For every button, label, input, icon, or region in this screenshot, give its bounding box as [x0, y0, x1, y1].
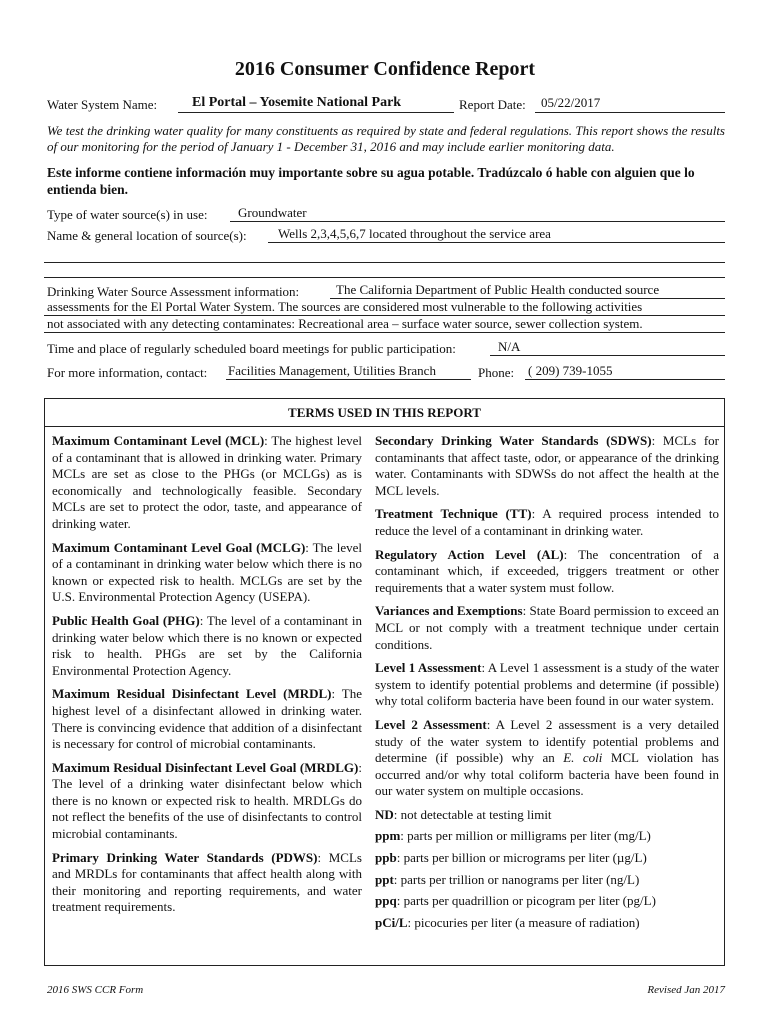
unit-text: : parts per billion or micrograms per liter (µg/L) — [396, 850, 647, 866]
term-title: Maximum Residual Disinfectant Level (MRDL) — [52, 686, 332, 702]
term-title: Primary Drinking Water Standards (PDWS) — [52, 849, 318, 865]
terms-heading: TERMS USED IN THIS REPORT — [45, 399, 724, 427]
unit-abbr: ND — [375, 806, 394, 822]
term-title: Level 2 Assessment — [375, 716, 487, 732]
term-title: Maximum Contaminant Level (MCL) — [52, 433, 265, 448]
term-definition: Level 2 Assessment: A Level 2 assessment is a very detailed study of the water system to identify potential problems and determine (if possible) why an E. coli MCL violation has occurred and/or why total coliform bacteria have been found in our water system on multiple occasions. — [375, 716, 719, 799]
page-title: 2016 Consumer Confidence Report — [234, 58, 536, 80]
unit-definition — [375, 915, 719, 932]
term-text-italic: E. coli — [563, 750, 603, 766]
assessment-line-3: not associated with any detecting contaminates: Recreational area – surface water source, sewer collection system. — [44, 316, 725, 333]
term-title: Public Health Goal (PHG) — [52, 612, 200, 628]
term-text: The highest level of a contaminant that is allowed in drinking water. Primary MCLs are set as close to the PHGs (or MCLGs) as is economically and technologically feasible. Secondary MCLs are set to protect the odor, taste, and appearance of drinking water. — [52, 433, 362, 531]
term-text: MCLs and MRDLs for contaminants that affect health along with their monitoring and reporting requirements, and water treatment requirements. — [52, 849, 362, 915]
unit-abbr: ppt — [375, 871, 394, 887]
term-text: A required process intended to reduce the level of a contaminant in drinking water. — [375, 506, 719, 538]
unit-text: : parts per million or milligrams per liter (mg/L) — [400, 828, 651, 844]
unit-text: : parts per quadrillion or picogram per liter (pg/L) — [396, 893, 656, 909]
unit-abbr: ppq — [375, 893, 397, 909]
term-text: The level of a contaminant in drinking water below which there is no known or expected risk to health. PHGs are set by the California Environmental Protection Agency. — [52, 612, 362, 678]
contact-value: Facilities Management, Utilities Branch — [226, 363, 471, 380]
term-definition: Treatment Technique (TT): A required process intended to reduce the level of a contaminant in drinking water. — [375, 506, 719, 538]
assessment-line-1: The California Department of Public Health conducted source — [330, 282, 725, 299]
unit-text: : picocuries per liter (a measure of radiation) — [407, 914, 640, 930]
footer-left: 2016 SWS CCR Form — [47, 984, 144, 996]
term-title: Maximum Residual Disinfectant Level Goal (MRDLG) — [52, 759, 359, 775]
term-definition: Public Health Goal (PHG): The level of a contaminant in drinking water below which there is no known or expected risk to health. PHGs are set by the California Environmental Protection Agency. — [52, 612, 362, 678]
contact-label: For more information, contact: — [47, 365, 208, 380]
term-text: The concentration of a contaminant which, if exceeded, triggers treatment or other requirements that a water system must follow. — [375, 546, 719, 595]
meetings-label: Time and place of regularly scheduled board meetings for public participation: — [47, 341, 456, 356]
unit-text: : parts per trillion or nanograms per liter (ng/L) — [393, 871, 640, 887]
term-text: MCL violation has occurred and/or why total coliform bacteria have been found in our water system on multiple occasions. — [375, 750, 719, 799]
term-definition: Maximum Contaminant Level Goal (MCLG): The level of a contaminant in drinking water below which there is no known or expected risk to health. MCLGs are set by the U.S. Environmental Protection Agency (USEPA). — [52, 539, 362, 605]
term-definition: Maximum Contaminant Level (MCL): The highest level of a contaminant that is allowed in drinking water. Primary MCLs are set as close to the PHGs (or MCLGs) as is economically and technologically feasible. Secondary MCLs are set to protect the odor, taste, and appearance of drinking water. — [52, 433, 362, 531]
term-title: Maximum Contaminant Level Goal (MCLG) — [52, 539, 306, 555]
source-location-label: Name & general location of source(s): — [47, 228, 247, 243]
unit-abbr: pCi/L — [375, 914, 408, 930]
term-text: MCLs for contaminants that affect taste, odor, or appearance of the drinking water. Contaminants with SDWSs do not affect the health at the MCL levels. — [375, 433, 720, 498]
unit-abbr: ppm — [375, 828, 401, 844]
term-text: A Level 1 assessment is a study of the water system to identify potential problems and determine (if possible) why total coliform bacteria have been found in our water system. — [375, 660, 719, 709]
terms-left-column — [52, 433, 362, 923]
term-text: The level of a contaminant in drinking water below which there is no known or expected risk to health. MCLGs are set by the U.S. Environmental Protection Agency (USEPA). — [52, 539, 362, 605]
unit-definition — [375, 807, 719, 824]
intro-english: We test the drinking water quality for many constituents as required by state and federal regulations. This report shows the results of our monitoring for the period of January 1 - December 31, 2016 and may include earlier monitoring data. — [47, 123, 725, 154]
term-definition: Variances and Exemptions: State Board permission to exceed an MCL or not comply with a treatment technique under certain conditions. — [375, 603, 720, 652]
assessment-label: Drinking Water Source Assessment information: — [47, 284, 300, 299]
source-type-value: Groundwater — [230, 205, 725, 222]
meetings-value: N/A — [490, 339, 725, 356]
water-system-label: Water System Name: — [47, 97, 158, 112]
unit-definition — [375, 828, 719, 845]
term-title: Regulatory Action Level (AL) — [375, 546, 564, 562]
unit-text: : not detectable at testing limit — [393, 806, 552, 822]
term-text: A Level 2 assessment is a very detailed study of the water system to identify potential problems and determine (if possible) why an — [375, 716, 719, 766]
phone-label: Phone: — [478, 365, 515, 380]
term-definition: Primary Drinking Water Standards (PDWS): MCLs and MRDLs for contaminants that affect health along with their monitoring and reporting requirements, and water treatment requirements. — [52, 849, 362, 915]
term-definition: Maximum Residual Disinfectant Level (MRDL): The highest level of a disinfectant allowed in drinking water. There is convincing evidence that addition of a disinfectant is necessary for control of microbial contaminants. — [52, 686, 362, 752]
source-location-value: Wells 2,3,4,5,6,7 located throughout the service area — [268, 226, 725, 243]
term-text: The level of a drinking water disinfectant below which there is no known or expected risk to health. MRDLGs do not reflect the benefits of the use of disinfectants to control microbial contaminants. — [52, 776, 362, 842]
water-system-value: El Portal – Yosemite National Park — [178, 95, 454, 113]
source-type-label: Type of water source(s) in use: — [47, 207, 208, 222]
term-text: State Board permission to exceed an MCL or not comply with a treatment technique under certain conditions. — [375, 603, 720, 652]
term-title: Secondary Drinking Water Standards (SDWS) — [375, 433, 652, 448]
term-text: The highest level of a disinfectant allowed in drinking water. There is convincing evidence that addition of a disinfectant is necessary for control of microbial contaminants. — [52, 686, 362, 752]
intro-spanish: Este informe contiene información muy importante sobre su agua potable. Tradúzcalo ó hable con alguien que lo entienda bien. — [47, 165, 695, 197]
term-title: Variances and Exemptions — [375, 603, 523, 619]
term-title: Treatment Technique (TT) — [375, 506, 532, 522]
footer-right: Revised Jan 2017 — [647, 984, 725, 996]
unit-definition — [375, 850, 719, 867]
term-title: Level 1 Assessment — [375, 660, 482, 676]
term-definition: Secondary Drinking Water Standards (SDWS): MCLs for contaminants that affect taste, odor, or appearance of the drinking water. Contaminants with SDWSs do not affect the health at the MCL levels. — [375, 433, 720, 498]
unit-definition — [375, 893, 719, 910]
terms-box — [44, 398, 725, 966]
unit-abbr: ppb — [375, 850, 397, 866]
phone-value: ( 209) 739-1055 — [525, 363, 725, 380]
report-date-label: Report Date: — [459, 97, 526, 112]
report-date-value: 05/22/2017 — [535, 95, 725, 113]
term-definition: Regulatory Action Level (AL): The concentration of a contaminant which, if exceeded, triggers treatment or other requirements that a water system must follow. — [375, 546, 719, 595]
blank-line — [44, 277, 725, 278]
blank-line — [44, 262, 725, 263]
term-definition: Maximum Residual Disinfectant Level Goal (MRDLG): The level of a drinking water disinfectant below which there is no known or expected risk to health. MRDLGs do not reflect the benefits of the use of disinfectants to control microbial contaminants. — [52, 759, 362, 842]
term-definition: Level 1 Assessment: A Level 1 assessment is a study of the water system to identify potential problems and determine (if possible) why total coliform bacteria have been found in our water system. — [375, 660, 719, 709]
assessment-line-2: assessments for the El Portal Water System. The sources are considered most vulnerable to the following activities — [44, 299, 725, 316]
unit-definition — [375, 872, 719, 889]
terms-right-column — [375, 433, 719, 936]
